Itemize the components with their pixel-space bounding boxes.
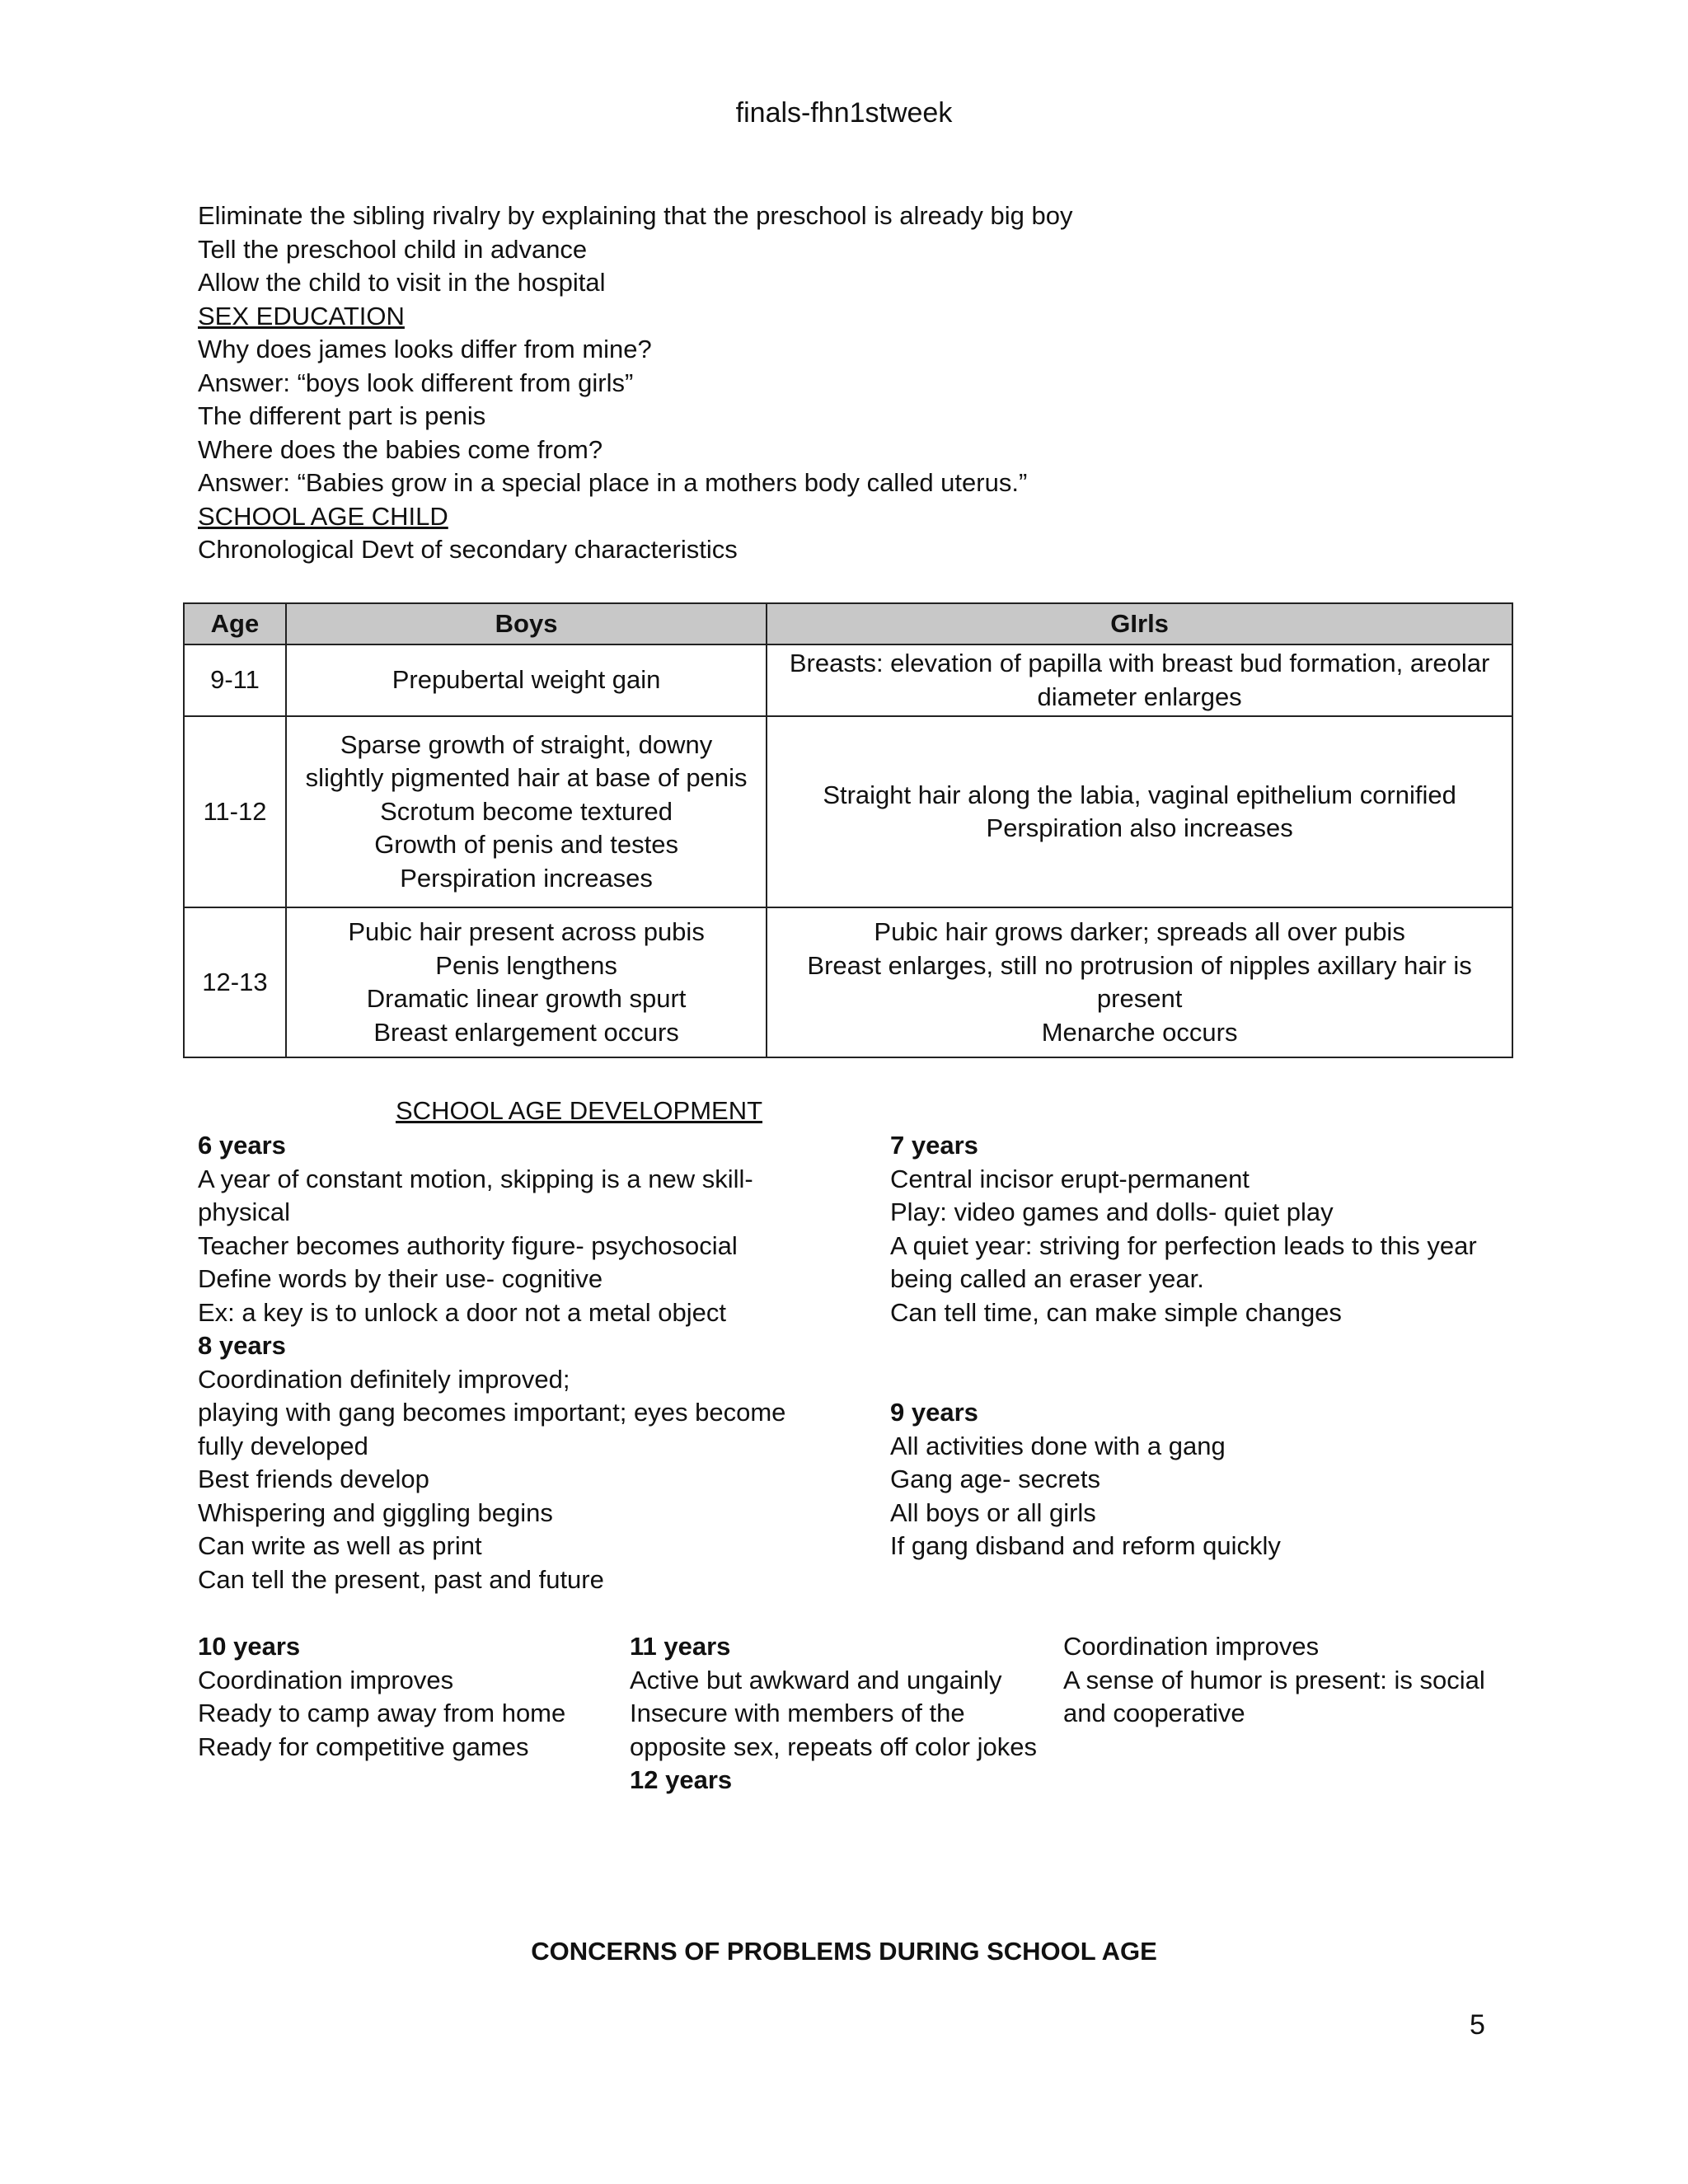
- cell-line: Breast enlargement occurs: [373, 1017, 679, 1047]
- text-line: being called an eraser year.: [890, 1264, 1204, 1293]
- table-row: [184, 644, 1512, 716]
- text-line: physical: [198, 1197, 290, 1226]
- text-line: Best friends develop: [198, 1465, 429, 1493]
- cell-line: Menarche occurs: [1041, 1017, 1238, 1047]
- column-11-years: [630, 1630, 1042, 1797]
- boys-cell: [286, 644, 767, 716]
- age-heading-11-years: 11 years: [630, 1632, 731, 1661]
- girls-cell: [767, 644, 1512, 716]
- text-line: A sense of humor is present: is social: [1063, 1665, 1485, 1694]
- text-line: opposite sex, repeats off color jokes: [630, 1732, 1037, 1761]
- girls-cell: [767, 907, 1512, 1057]
- section-heading-sex-education: SEX EDUCATION: [198, 301, 405, 330]
- page-number: 5: [1470, 2009, 1485, 2041]
- text-line: Teacher becomes authority figure- psychosocial: [198, 1230, 738, 1260]
- text-line: Why does james looks differ from mine?: [198, 335, 652, 363]
- cell-line: Straight hair along the labia, vaginal epithelium cornified: [823, 780, 1456, 809]
- text-line: and cooperative: [1063, 1699, 1245, 1727]
- cell-line: Sparse growth of straight, downy: [340, 729, 713, 759]
- cell-line: slightly pigmented hair at base of penis: [305, 763, 748, 793]
- column-10-years: [198, 1630, 610, 1764]
- column-header-boys: Boys: [286, 603, 767, 644]
- age-heading-6-years: 6 years: [198, 1131, 286, 1160]
- secondary-characteristics-table: [183, 602, 1513, 1058]
- age-heading-8-years: 8 years: [198, 1331, 286, 1360]
- text-line: Define words by their use- cognitive: [198, 1264, 603, 1293]
- cell-line: diameter enlarges: [1037, 682, 1242, 711]
- text-line: Answer: “boys look different from girls”: [198, 368, 634, 397]
- text-line: Eliminate the sibling rivalry by explaining that the preschool is already big boy: [198, 201, 1073, 230]
- boys-cell: [286, 716, 767, 907]
- text-line: Can tell the present, past and future: [198, 1564, 604, 1594]
- cell-line: Dramatic linear growth spurt: [366, 984, 687, 1013]
- text-line: If gang disband and reform quickly: [890, 1531, 1281, 1560]
- right-column-bottom: [890, 1396, 1517, 1563]
- age-heading-7-years: 7 years: [890, 1131, 978, 1160]
- text-line: Coordination improves: [1063, 1632, 1320, 1661]
- text-line: A year of constant motion, skipping is a new skill-: [198, 1164, 753, 1193]
- column-header-girls: GIrls: [767, 603, 1512, 644]
- cell-line: Perspiration also increases: [986, 813, 1293, 842]
- text-line: Coordination definitely improved;: [198, 1364, 570, 1394]
- cell-line: Penis lengthens: [435, 950, 617, 980]
- age-cell: 9-11: [184, 644, 286, 716]
- left-column: [198, 1129, 824, 1596]
- age-cell: 12-13: [184, 907, 286, 1057]
- section-heading-school-age-child: SCHOOL AGE CHILD: [198, 501, 448, 531]
- column-header-age: Age: [184, 603, 286, 644]
- text-line: Central incisor erupt-permanent: [890, 1164, 1250, 1193]
- text-line: Allow the child to visit in the hospital: [198, 268, 606, 297]
- text-line: Ex: a key is to unlock a door not a metal object: [198, 1297, 727, 1327]
- cell-line: Growth of penis and testes: [374, 830, 678, 860]
- text-line: Chronological Devt of secondary characteristics: [198, 535, 738, 564]
- text-line: Whispering and giggling begins: [198, 1497, 553, 1527]
- text-line: All boys or all girls: [890, 1497, 1096, 1527]
- cell-line: Scrotum become textured: [380, 796, 673, 826]
- school-age-development-title: SCHOOL AGE DEVELOPMENT: [396, 1096, 763, 1125]
- text-line: The different part is penis: [198, 401, 486, 430]
- girls-cell: [767, 716, 1512, 907]
- table-row: [184, 716, 1512, 907]
- text-line: Play: video games and dolls- quiet play: [890, 1197, 1334, 1226]
- page-header: finals-fhn1stweek: [735, 97, 953, 129]
- cell-line: Breast enlarges, still no protrusion of nipples axillary hair is: [807, 950, 1472, 980]
- table-header-row: [184, 603, 1512, 644]
- text-line: Answer: “Babies grow in a special place in a mothers body called uterus.”: [198, 468, 1028, 497]
- text-line: Ready to camp away from home: [198, 1699, 566, 1727]
- text-line: Can write as well as print: [198, 1531, 482, 1560]
- text-line: Active but awkward and ungainly: [630, 1665, 1002, 1694]
- cell-line: present: [1096, 984, 1183, 1013]
- cell-line: Pubic hair present across pubis: [348, 917, 705, 946]
- text-line: A quiet year: striving for perfection leads to this year: [890, 1230, 1477, 1260]
- concerns-section-title: CONCERNS OF PROBLEMS DURING SCHOOL AGE: [531, 1937, 1157, 1966]
- right-column-top: [890, 1129, 1517, 1329]
- text-line: playing with gang becomes important; eyes become: [198, 1398, 786, 1427]
- age-cell: 11-12: [184, 716, 286, 907]
- table-row: [184, 907, 1512, 1057]
- intro-text: [198, 199, 1517, 567]
- text-line: Where does the babies come from?: [198, 434, 603, 464]
- cell-line: Breasts: elevation of papilla with breast bud formation, areolar: [789, 649, 1490, 677]
- age-heading-9-years: 9 years: [890, 1398, 978, 1427]
- column-12-years: [1063, 1630, 1525, 1731]
- text-line: Tell the preschool child in advance: [198, 234, 588, 264]
- text-line: Can tell time, can make simple changes: [890, 1297, 1342, 1327]
- text-line: All activities done with a gang: [890, 1431, 1226, 1460]
- text-line: fully developed: [198, 1431, 368, 1460]
- text-line: Gang age- secrets: [890, 1465, 1101, 1493]
- text-line: Coordination improves: [198, 1665, 454, 1694]
- cell-line: Perspiration increases: [400, 863, 653, 893]
- boys-cell: [286, 907, 767, 1057]
- text-line: Insecure with members of the: [630, 1699, 965, 1727]
- cell-line: Prepubertal weight gain: [392, 665, 661, 695]
- text-line: Ready for competitive games: [198, 1732, 529, 1761]
- age-heading-12-years: 12 years: [630, 1765, 733, 1794]
- cell-line: Pubic hair grows darker; spreads all over pubis: [874, 917, 1405, 946]
- age-heading-10-years: 10 years: [198, 1632, 301, 1661]
